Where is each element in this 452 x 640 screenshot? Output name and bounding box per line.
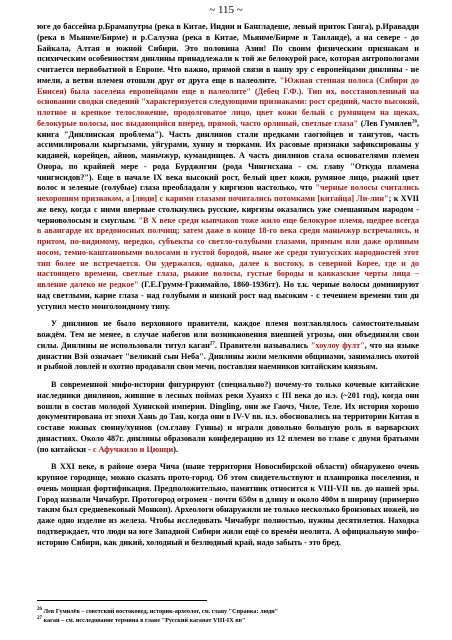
footnote <box>37 607 419 616</box>
quote-text: с Афучжило и Цюнци <box>92 444 174 454</box>
paragraph-gap <box>37 373 419 380</box>
paragraph <box>37 380 419 455</box>
page-number: ~ 115 ~ <box>209 4 243 16</box>
paragraph <box>37 462 419 548</box>
text-run: (Лев Гумилев <box>358 118 412 128</box>
footnote-text: каган – см. исследование термина в главе "Русский каганат VIII-IX вв" <box>42 617 246 624</box>
text-run: , что на языке династии Вэй означает "великий сын Неба". Динлины жили мелкими общинами, занимались охотой и рыбной ловлей и охотно продавали свои мечи, поставляя наемников китайским князьям. <box>37 340 419 372</box>
footnote-ref: 27 <box>209 341 215 347</box>
footnote-ref: 26 <box>411 119 417 125</box>
text-run: , книга "Динлинская проблема"). Часть динлинов стали предками гаогюйцев и тангутов, часть ассимилировали кыргызами, уйгурами, хунну и тюрками. Их расовые признаки зафиксированы у киданей, корейцев, айнов, маньчжур, кумандинцев. А часть динлинов стала основателями племен Онора, по крайней мере - рода Бурджигин (рода Чингисхана - см. главу "Откуда пламена чингисидов?"). Еще в начале IX века высокий рост, белый цвет кожи, румяное лицо, рыжий цвет волос и зеленые (голубые) глаза преобладали у киргизов настолько, что <box>37 118 419 193</box>
paragraph <box>37 319 419 373</box>
quote-text: "черные волосы считались нехорошим признаком, а [люди] с карими глазами почитались потомками [китайца] Ли-лин" <box>37 183 420 203</box>
text-run: В XXI веке, в районе озера Чича (ныне территория Новосибирской области) обнаружено очень крупное городище, можно сказать прото-город. Об этом свидетельствуют и планировка поселения, и очень мощная фортификация. Предположительно, памятник относится к VIII-VII вв. до нашей эры. Город назвали Чичабург. Протогород огромен - почти 650м в длину и около 400м в ширину (примерно таким был средневековый Монкоп). Археологи обнаружили не только несколько бронзовых ножей, но даже одно изделие из железа. Чтобы исследовать Чичабург полностью, нужны десятилетия. Находка подтверждает, что люди на юге Западной Сибири жили ещё со времён неолита. А официальную мифо-историю Сибири, как дикий, холодный и безлюдный край, надо забыть - это бред. <box>37 462 419 547</box>
text-run: юге до бассейна р.Брамапутры (река в Китае, Индии и Бангладеше, левый приток Ганга), р.Иравадди (река в Мьянме/Бирме) и р.Салуэна (река в Китае, Мьянме/Бирме и Таиланде), а на севере - до Байкала, Алтая и южной Сибири. Это половина Азии! По своим физическим признакам и психическим особенностям динлины принадлежали к той же белокурой расе, которая антропологами считается первобытной в Европе. Что важно, прямой связи в нашу эру с европейцами динлины - не имели, а ветви племен отошли друг от друга еще в палеолите. <box>37 22 419 85</box>
quote-text: "хоулоу фулт" <box>310 340 365 350</box>
quote-text: "Южная степная полоса (Сибири до Енисея) была заселена европейцами еще в палеолите" (Дебец Г.Ф.). Тип их, восстановленный на основании сводки сведений "характеризуется следующими признаками: рост средний, часто высокий, плотное и крепкое телосложение, продолговатое лицо, цвет кожи белый с румянцем на щеках, белокурые волосы, нос выдающийся вперед, прямой, часто орлиный, светлые глаза" <box>37 75 420 128</box>
footnote-text: Лев Гумилёв – советский востоковед, историк-археолог, см. главу "Справка: люди" <box>42 608 279 615</box>
paragraph-gap <box>37 312 419 319</box>
quote-text: "В X веке среди кыпчаков тоже жило еще белокурое племя, щедрее всегда в авангарде их вредоносных полчищ; затем даже в конце 18-го века среди маньчжур встречались, и притом, по-видимому, нередко, субъекты со светло-голубыми глазами, прямым или даже орлиным носом, темно-каштановыми волосами и густой бородой, ныне же среди тунгусских народностей этот тип более не встречается. Он удержался, однако, далее к востоку, в северной Корее, где и до настоящего времени, светлые глаза, рыжие волосы, густые бороды и кавказские черты лица – явление далеко не редкое" <box>37 215 419 289</box>
text-run: (Г.Е.Грумм-Гржимайло, 1860-1936гг). Но т.к. черные волосы доминируют над светлыми, карие глаза - над голубыми и низкий рост над высоким - с течением времени тип дн уступил место монголоидному типу. <box>37 280 419 311</box>
text-run: У динлинов не было верховного правителя, каждое племя возглавлялось самостоятельным вождём. Тем не менее, в случае набегов или возникновения внешней угрозы, они объединяли свои силы. Динлины не использовали титул каган <box>37 319 419 350</box>
footnotes <box>37 600 419 625</box>
paragraph <box>37 22 419 312</box>
paragraph-gap <box>37 455 419 462</box>
text-run: ). <box>173 444 179 454</box>
text-run: . Правители назывались <box>214 340 311 350</box>
footnote-divider <box>37 600 207 601</box>
footnote <box>37 616 419 625</box>
footnote-number: 26 <box>37 606 42 612</box>
text-run: В современной мифо-истории фигурируют (специально?) почему-то только кочевые китайские наследники динлинов, жившие в лесных поймах реки Хуанхэ с III века до н.э. (~201 год), когда они вошли в состав молодой Хуннской империи. Dingling, они же Гаочэ, Чиле, Теле. Их история хорошо документирована от эпохи Хань до Тан, когда они в IV-V вв. н.э. обосновались на территории Китая в составе южных сюнну/хуннов (см.главу Гунны) и играли довольно большую роль в варварских династиях. Около 487г. динлины образовали конфедерацию из 12 племен во главе с двумя братьями (по китайски - <box>37 380 419 454</box>
main-text <box>37 22 419 548</box>
text-run: ; к XVII же веку, когда с ними впервые столкнулись русские, киргизы оказались уже смешанным народом - черноволосым и смуглым. <box>37 194 419 225</box>
footnote-number: 27 <box>37 615 42 621</box>
